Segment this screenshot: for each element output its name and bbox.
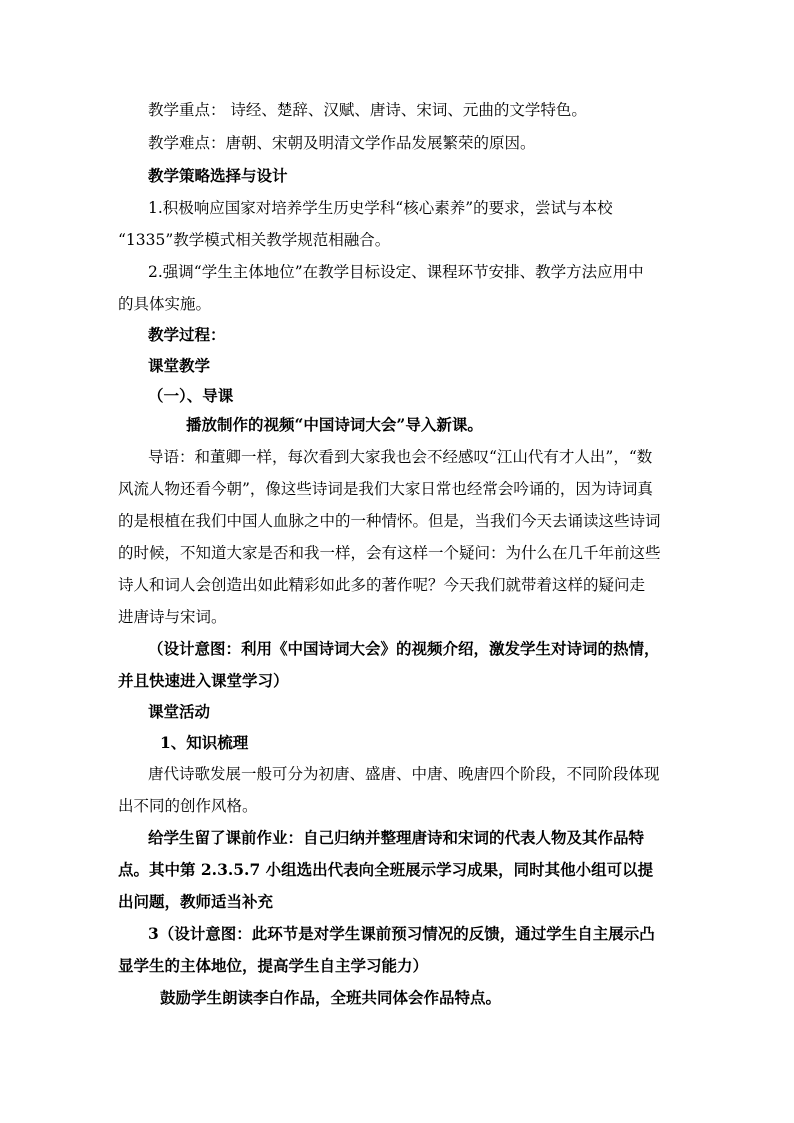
tang-poetry-line-2: 出不同的创作风格。 — [118, 797, 258, 815]
lead-in-line-1: 导语：和董卿一样，每次看到大家我也会不经感叹“江山代有才人出”，“数 — [148, 448, 653, 466]
knowledge-review-heading: 1、知识梳理 — [160, 733, 249, 752]
design-intent-2-line-1: 3（设计意图：此环节是对学生课前预习情况的反馈，通过学生自主展示凸 — [148, 924, 655, 943]
strategy-item-1-line-2: “1335”教学模式相关教学规范相融合。 — [118, 231, 391, 249]
design-intent-1-line-1: （设计意图：利用《中国诗词大会》的视频介绍，激发学生对诗词的热情， — [148, 639, 660, 658]
homework-line-3: 出问题，教师适当补充 — [118, 892, 274, 911]
lead-in-line-3: 的是根植在我们中国人血脉之中的一种情怀。但是，当我们今天去诵读这些诗词 — [118, 512, 661, 530]
strategy-item-1-line-1: 1.积极响应国家对培养学生历史学科“核心素养”的要求，尝试与本校 — [148, 199, 613, 217]
key-points-line: 教学重点： 诗经、楚辞、汉赋、唐诗、宋词、元曲的文学特色。 — [148, 101, 587, 119]
strategy-item-2-line-1: 2.强调“学生主体地位”在教学目标设定、课程环节安排、教学方法应用中 — [148, 263, 644, 281]
intro-heading: （一）、导课 — [148, 386, 234, 405]
lead-in-line-5: 诗人和词人会创造出如此精彩如此多的著作呢？今天我们就带着这样的疑问走 — [118, 576, 646, 594]
lead-in-line-2: 风流人物还看今朝”，像这些诗词是我们大家日常也经常会吟诵的，因为诗词真 — [118, 480, 653, 498]
design-intent-1-line-2: 并且快速进入课堂学习） — [118, 671, 289, 690]
strategy-item-2-line-2: 的具体实施。 — [118, 295, 212, 313]
strategy-heading: 教学策略选择与设计 — [148, 166, 288, 185]
difficult-points-line: 教学难点：唐朝、宋朝及明清文学作品发展繁荣的原因。 — [148, 134, 536, 152]
lead-in-line-6: 进唐诗与宋词。 — [118, 608, 227, 626]
design-intent-2-line-2: 显学生的主体地位，提高学生自主学习能力） — [118, 956, 429, 975]
tang-poetry-line-1: 唐代诗歌发展一般可分为初唐、盛唐、中唐、晚唐四个阶段，不同阶段体现 — [148, 765, 660, 783]
homework-line-1: 给学生留了课前作业：自己归纳并整理唐诗和宋词的代表人物及其作品特 — [148, 828, 645, 847]
video-intro-line: 播放制作的视频“中国诗词大会”导入新课。 — [186, 415, 483, 434]
reading-activity-line: 鼓励学生朗读李白作品，全班共同体会作品特点。 — [160, 988, 502, 1007]
process-heading: 教学过程： — [148, 325, 226, 344]
homework-line-2: 点。其中第 2.3.5.7 小组选出代表向全班展示学习成果，同时其他小组可以提 — [118, 860, 654, 879]
class-activity-heading: 课堂活动 — [148, 702, 211, 721]
lead-in-line-4: 的时候，不知道大家是否和我一样，会有这样一个疑问：为什么在几千年前这些 — [118, 544, 661, 562]
classroom-teaching-heading: 课堂教学 — [148, 356, 211, 375]
